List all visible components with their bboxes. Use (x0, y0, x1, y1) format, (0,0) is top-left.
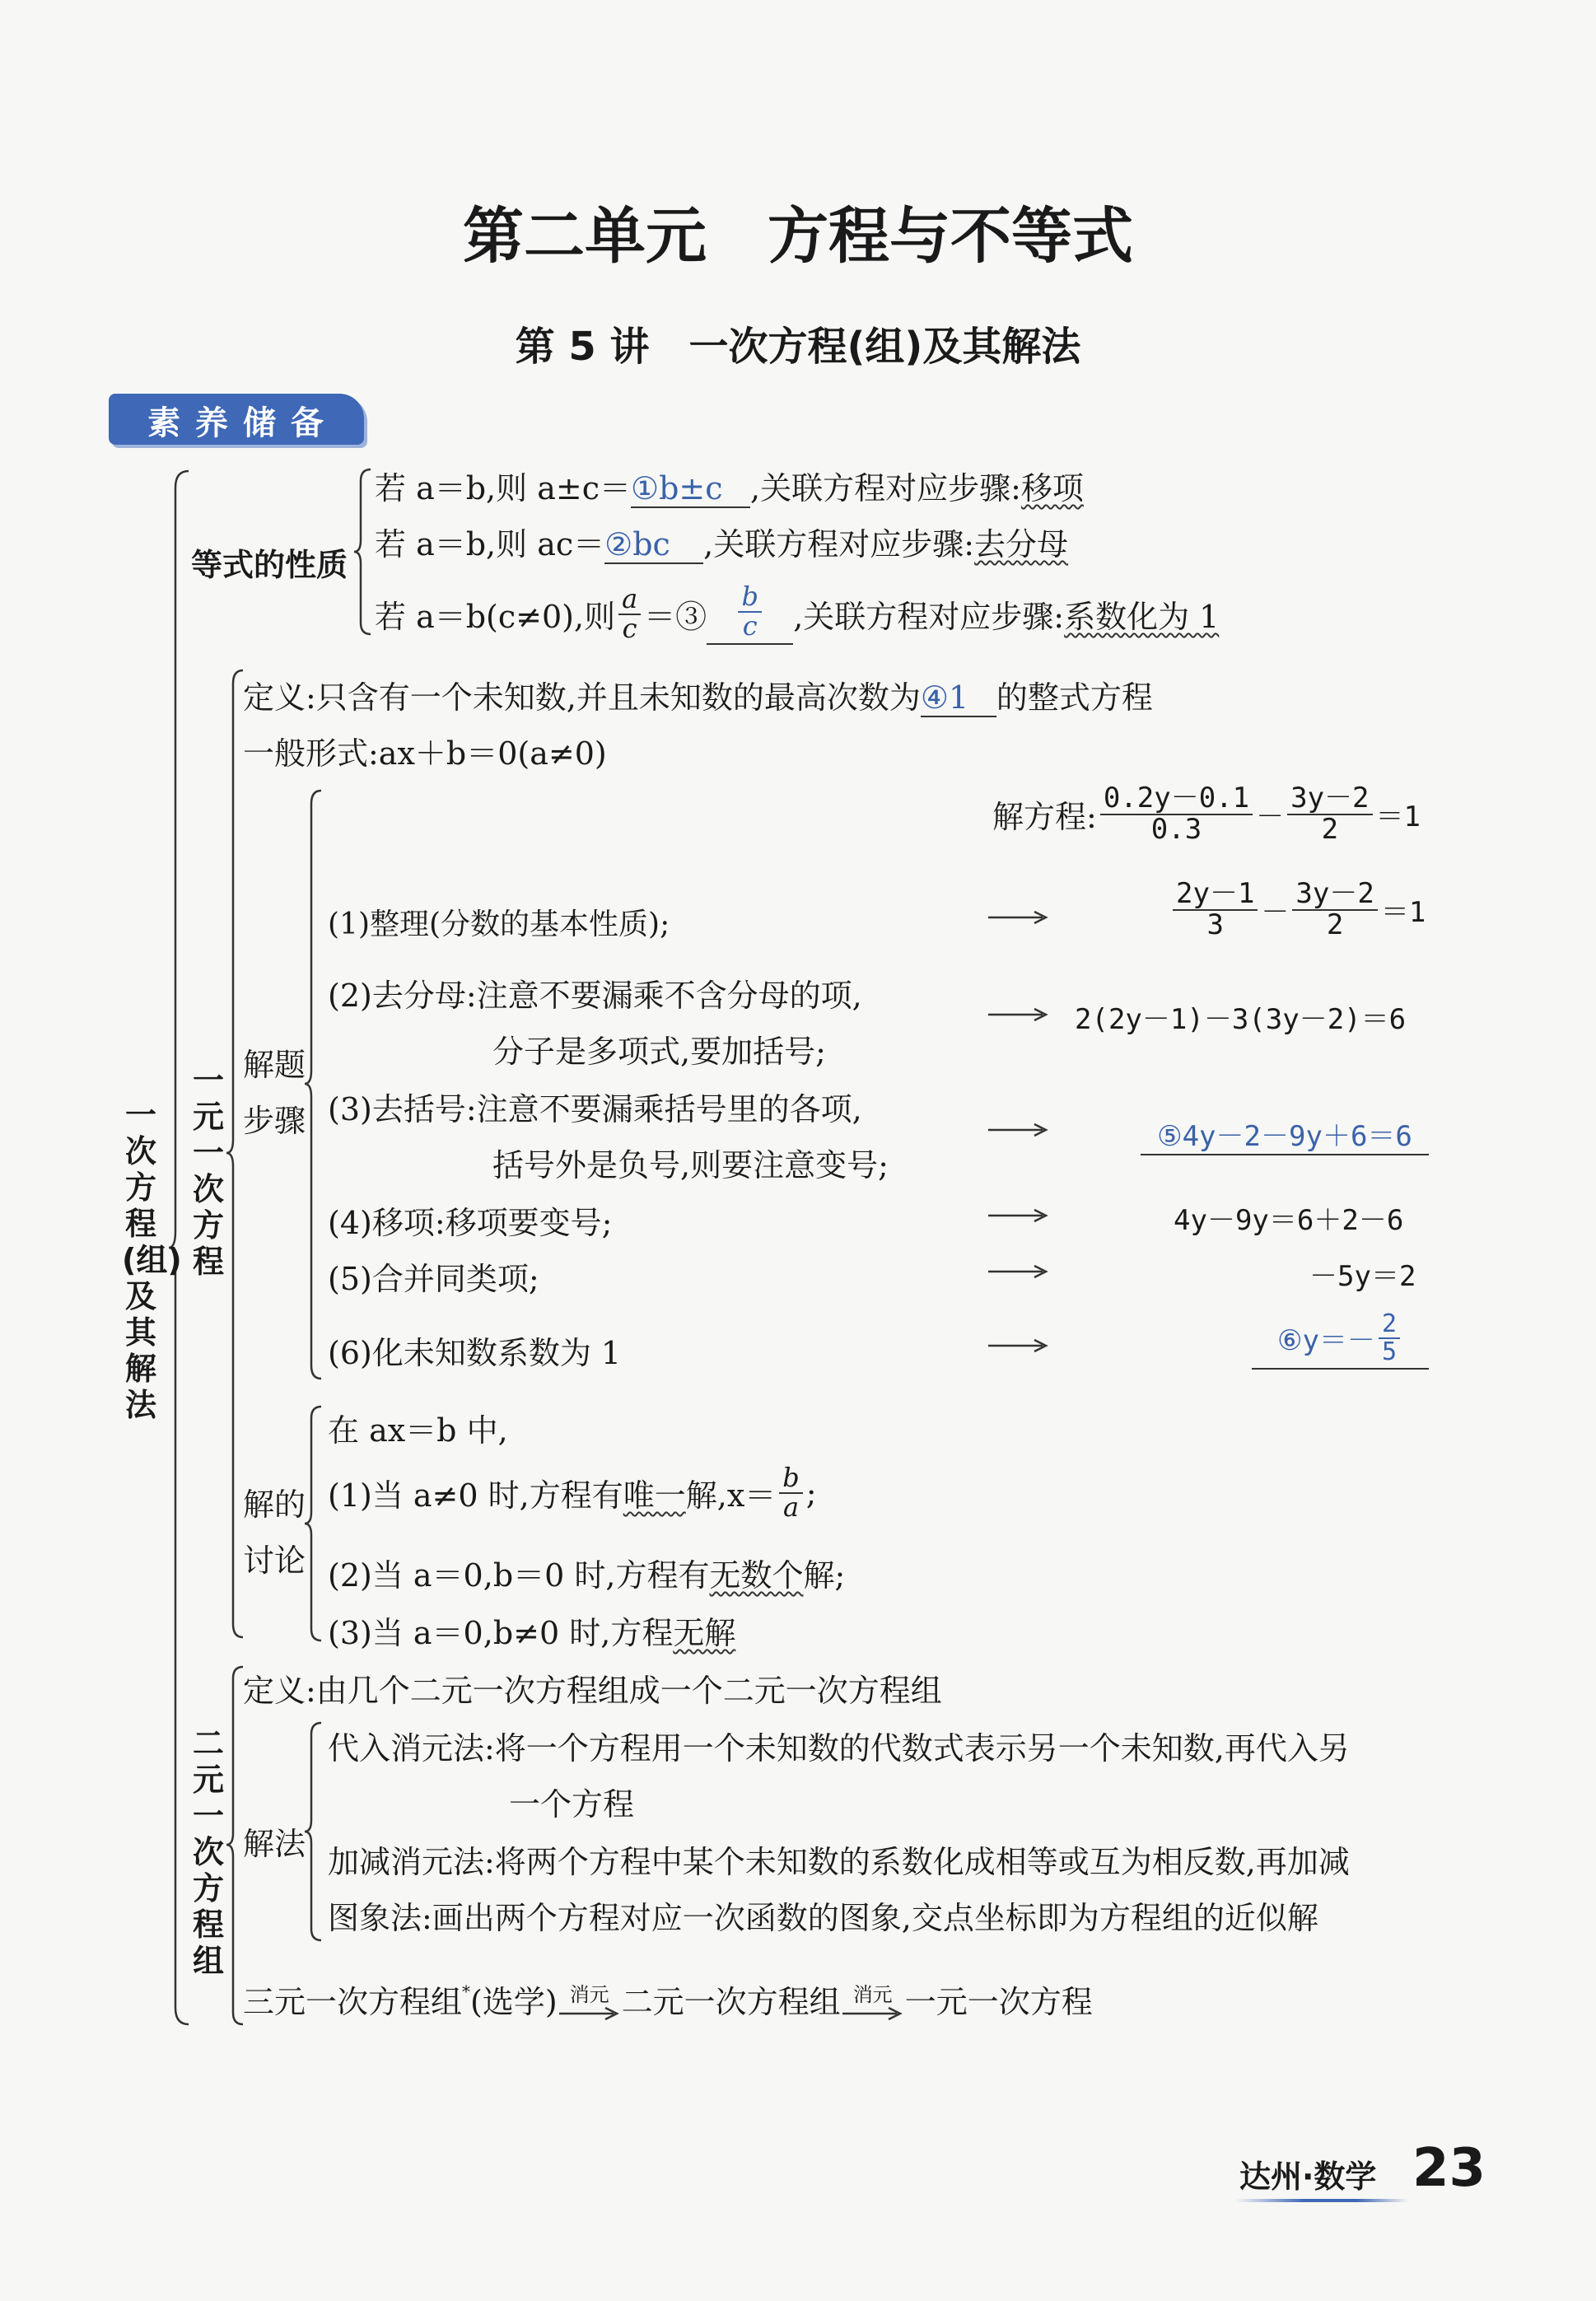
step-6-text: (6)化未知数系数为 1 (328, 1335, 622, 1371)
answer-blank-5: ⑤4y－2－9y＋6＝6 (1141, 1113, 1429, 1155)
substitution-method-2: 一个方程 (509, 1786, 635, 1823)
answer-blank-3: $\frac{b}{c}$ (707, 583, 793, 645)
footer-region: 达州·数学 (1239, 2159, 1377, 2195)
linear-two-label: 二元一次方程组 (192, 1725, 224, 1979)
lesson-title: 第 5 讲 一次方程(组)及其解法 (515, 324, 1081, 370)
discussion-case-1: (1)当 a≠0 时,方程有 唯一 解,x＝ $\frac{b}{a}$ ; (328, 1462, 817, 1523)
step-3-text-1: (3)去括号:注意不要漏乘括号里的各项, (328, 1091, 862, 1127)
arrow-icon (988, 1207, 1049, 1224)
solve-label-2: 步骤 (243, 1103, 306, 1139)
answer-blank-1: ①b±c (631, 470, 750, 508)
step-2-text-1: (2)去分母:注意不要漏乘不含分母的项, (328, 978, 862, 1014)
property-row-1: 若 a＝b,则 a±c＝①b±c ,关联方程对应步骤:移项 (375, 470, 1084, 506)
linear-two-definition: 定义:由几个二元一次方程组成一个二元一次方程组 (243, 1673, 942, 1709)
linear-one-definition: 定义:只含有一个未知数,并且未知数的最高次数为④1 的整式方程 (243, 679, 1153, 716)
solve-steps-brace (305, 789, 324, 1382)
elimination-method: 加减消元法:将两个方程中某个未知数的系数化成相等或互为相反数,再加减 (328, 1844, 1350, 1880)
property-row-3: 若 a＝b(c≠0),则 $\frac{a}{c}$ ＝③ $\frac{b}{c}$ ,关联方程对应步骤: 系数化为 1 (375, 581, 1220, 644)
arrow-icon (988, 1263, 1049, 1280)
step-5-text: (5)合并同类项; (328, 1261, 539, 1297)
answer-blank-6: ⑥y＝－ $\frac{2}{5}$ (1252, 1311, 1429, 1370)
discussion-intro: 在 ax＝b 中, (328, 1412, 508, 1449)
arrow-icon (559, 2005, 620, 2022)
step-4-result: 4y－9y＝6＋2－6 (1174, 1204, 1404, 1237)
page-number: 23 (1412, 2138, 1486, 2199)
topic-main-label: 一次方程(组)及其解法 (122, 1097, 182, 1423)
arrow-icon (988, 1337, 1049, 1354)
substitution-method-1: 代入消元法:将一个方程用一个未知数的代数式表示另一个未知数,再代入另 (328, 1730, 1350, 1767)
elimination-arrow: 消元 (842, 1984, 903, 2022)
linear-one-general-form: 一般形式:ax＋b＝0(a≠0) (243, 735, 607, 772)
solve-label-1: 解题 (243, 1047, 306, 1083)
arrow-icon (988, 909, 1049, 926)
methods-brace (305, 1721, 324, 1944)
step-3-text-2: 括号外是负号,则要注意变号; (492, 1147, 889, 1183)
answer-blank-2: ②bc (604, 526, 703, 564)
unit-title: 第二单元 方程与不等式 (463, 201, 1133, 272)
example-equation: 解方程: $\frac{0.2y-0.1}{0.3}$ － $\frac{3y-2}{2}$ ＝1 (992, 782, 1421, 846)
equation-properties-label: 等式的性质 (191, 547, 348, 583)
graph-method: 图象法:画出两个方程对应一次函数的图象,交点坐标即为方程组的近似解 (328, 1900, 1318, 1936)
answer-blank-4: ④1 (921, 679, 996, 717)
discussion-brace (305, 1405, 324, 1644)
three-variable-line: 三元一次方程组 * (选学) 消元 二元一次方程组 消元 一元一次方程 (243, 1981, 1093, 2020)
section-label: 素 养 储 备 (147, 404, 325, 442)
step-1-text: (1)整理(分数的基本性质); (328, 908, 670, 941)
step-4-text: (4)移项:移项要变号; (328, 1205, 613, 1241)
discussion-case-3: (3)当 a＝0,b≠0 时,方程无解 (328, 1615, 736, 1651)
step-2-text-2: 分子是多项式,要加括号; (492, 1034, 826, 1070)
step-2-result: 2(2y－1)－3(3y－2)＝6 (1075, 1003, 1407, 1036)
arrow-icon (988, 1122, 1049, 1138)
arrow-icon (842, 2005, 903, 2022)
discussion-case-2: (2)当 a＝0,b＝0 时,方程有无数个解; (328, 1557, 846, 1594)
footer-underline (1235, 2199, 1408, 2202)
step-5-result: －5y＝2 (1309, 1260, 1416, 1293)
property-row-2: 若 a＝b,则 ac＝②bc ,关联方程对应步骤:去分母 (375, 526, 1069, 562)
elimination-arrow: 消元 (559, 1984, 620, 2022)
method-label: 解法 (243, 1826, 306, 1862)
arrow-icon (988, 1006, 1049, 1023)
linear-one-label: 一元一次方程 (192, 1062, 224, 1280)
step-1-result: $\frac{2y-1}{3}$ － $\frac{3y-2}{2}$ ＝1 (1169, 880, 1426, 940)
fraction-a-over-c: $\frac{a}{c}$ (618, 586, 641, 642)
discussion-label-1: 解的 (243, 1487, 306, 1523)
discussion-label-2: 讨论 (243, 1543, 306, 1579)
properties-brace (354, 468, 374, 637)
